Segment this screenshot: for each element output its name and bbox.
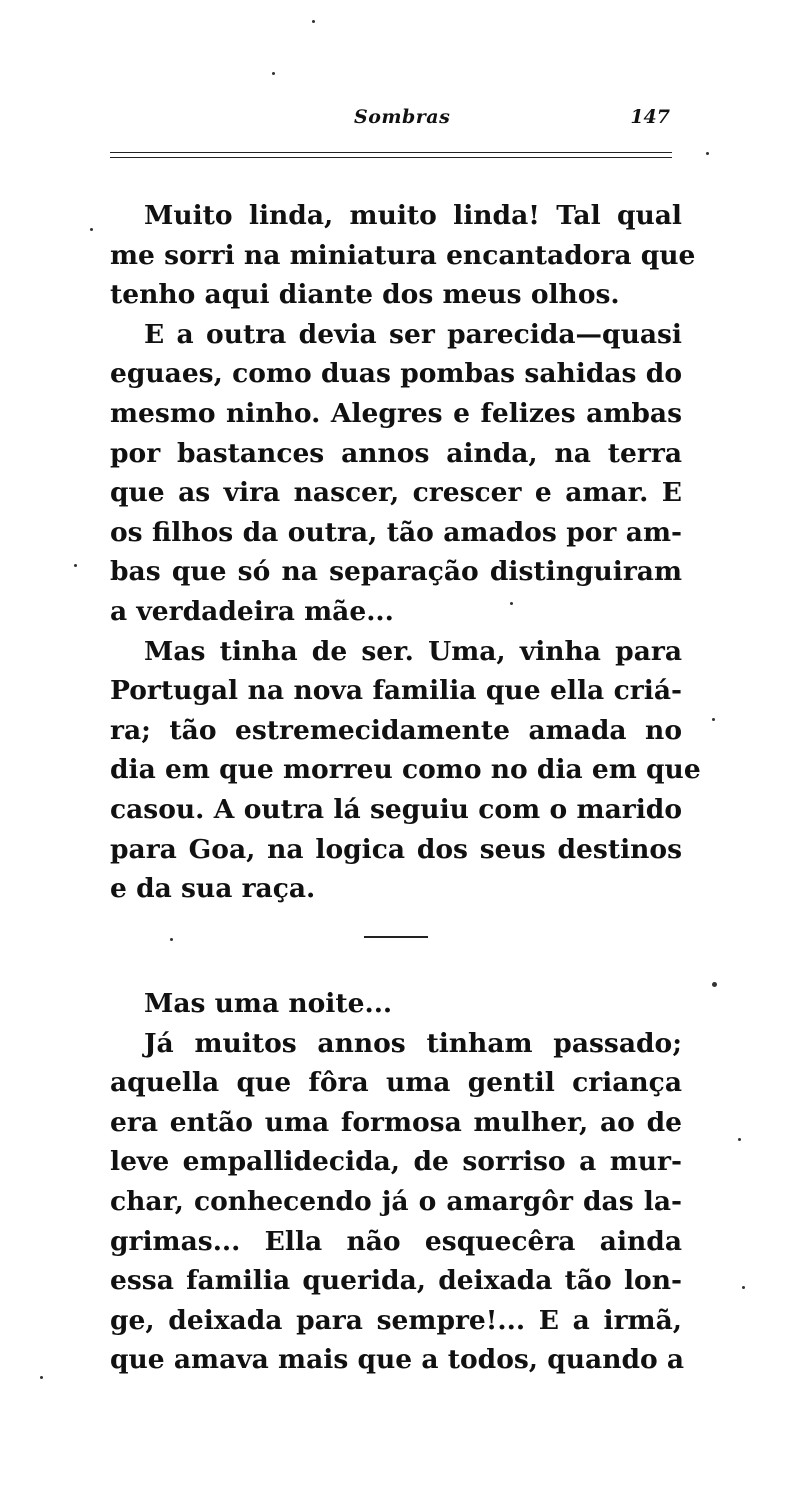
scan-speck: [170, 938, 173, 941]
scan-speck: [712, 718, 715, 721]
text-line: aquella que fôra uma gentil criança: [110, 1067, 682, 1099]
text-line: char, conhecendo já o amargôr das la-: [110, 1185, 682, 1217]
text-line: ge, deixada para sempre!... E a irmã,: [110, 1304, 682, 1336]
text-line: mesmo ninho. Alegres e felizes ambas: [110, 397, 682, 429]
page-header: [110, 106, 678, 136]
body-text-section-2: [110, 984, 685, 1380]
text-line: Mas tinha de ser. Uma, vinha para: [144, 635, 682, 667]
text-line: os filhos da outra, tão amados por am-: [110, 516, 682, 548]
text-line: e da sua raça.: [110, 873, 316, 905]
text-line: tenho aqui diante dos meus olhos.: [110, 279, 620, 311]
section-divider: [364, 936, 428, 938]
text-line: Portugal na nova familia que ella criá-: [110, 675, 682, 707]
scan-speck: [510, 602, 513, 605]
text-line: leve empallidecida, de sorriso a mur-: [110, 1146, 682, 1178]
running-title: Sombras: [354, 106, 451, 128]
header-rule: [110, 157, 672, 158]
text-line: era então uma formosa mulher, ao de: [110, 1106, 682, 1138]
text-line: Muito linda, muito linda! Tal qual: [144, 200, 682, 231]
scan-speck: [272, 72, 275, 75]
page-number: 147: [630, 106, 670, 128]
body-text-section-1: [110, 196, 701, 909]
scan-speck: [742, 1286, 745, 1289]
text-line: Mas uma noite...: [144, 988, 393, 1019]
scan-speck: [312, 20, 315, 23]
text-line: ra; tão estremecidamente amada no: [110, 714, 682, 746]
scan-speck: [90, 228, 93, 231]
header-rule: [110, 152, 672, 153]
scan-speck: [738, 1138, 741, 1141]
text-line: para Goa, na logica dos seus destinos: [110, 833, 682, 865]
text-line: grimas... Ella não esquecêra ainda: [110, 1225, 682, 1257]
text-line: que amava mais que a todos, quando a: [110, 1344, 685, 1376]
text-line: por bastances annos ainda, na terra: [110, 437, 682, 469]
text-line: Já muitos annos tinham passado;: [144, 1027, 682, 1059]
scan-speck: [712, 982, 717, 987]
text-line: eguaes, como duas pombas sahidas do: [110, 358, 682, 390]
text-line: que as vira nascer, crescer e amar. E: [110, 477, 682, 509]
scan-speck: [74, 564, 77, 567]
text-line: dia em que morreu como no dia em que: [110, 754, 701, 786]
text-line: casou. A outra lá seguiu com o marido: [110, 793, 682, 825]
text-line: a verdadeira mãe...: [110, 595, 394, 627]
text-line: me sorri na miniatura encantadora que: [110, 239, 696, 271]
scan-speck: [706, 152, 709, 155]
text-line: bas que só na separação distinguiram: [110, 556, 682, 588]
text-line: E a outra devia ser parecida—quasi: [144, 318, 682, 350]
text-line: essa familia querida, deixada tão lon-: [110, 1265, 682, 1297]
scan-speck: [40, 1376, 43, 1379]
